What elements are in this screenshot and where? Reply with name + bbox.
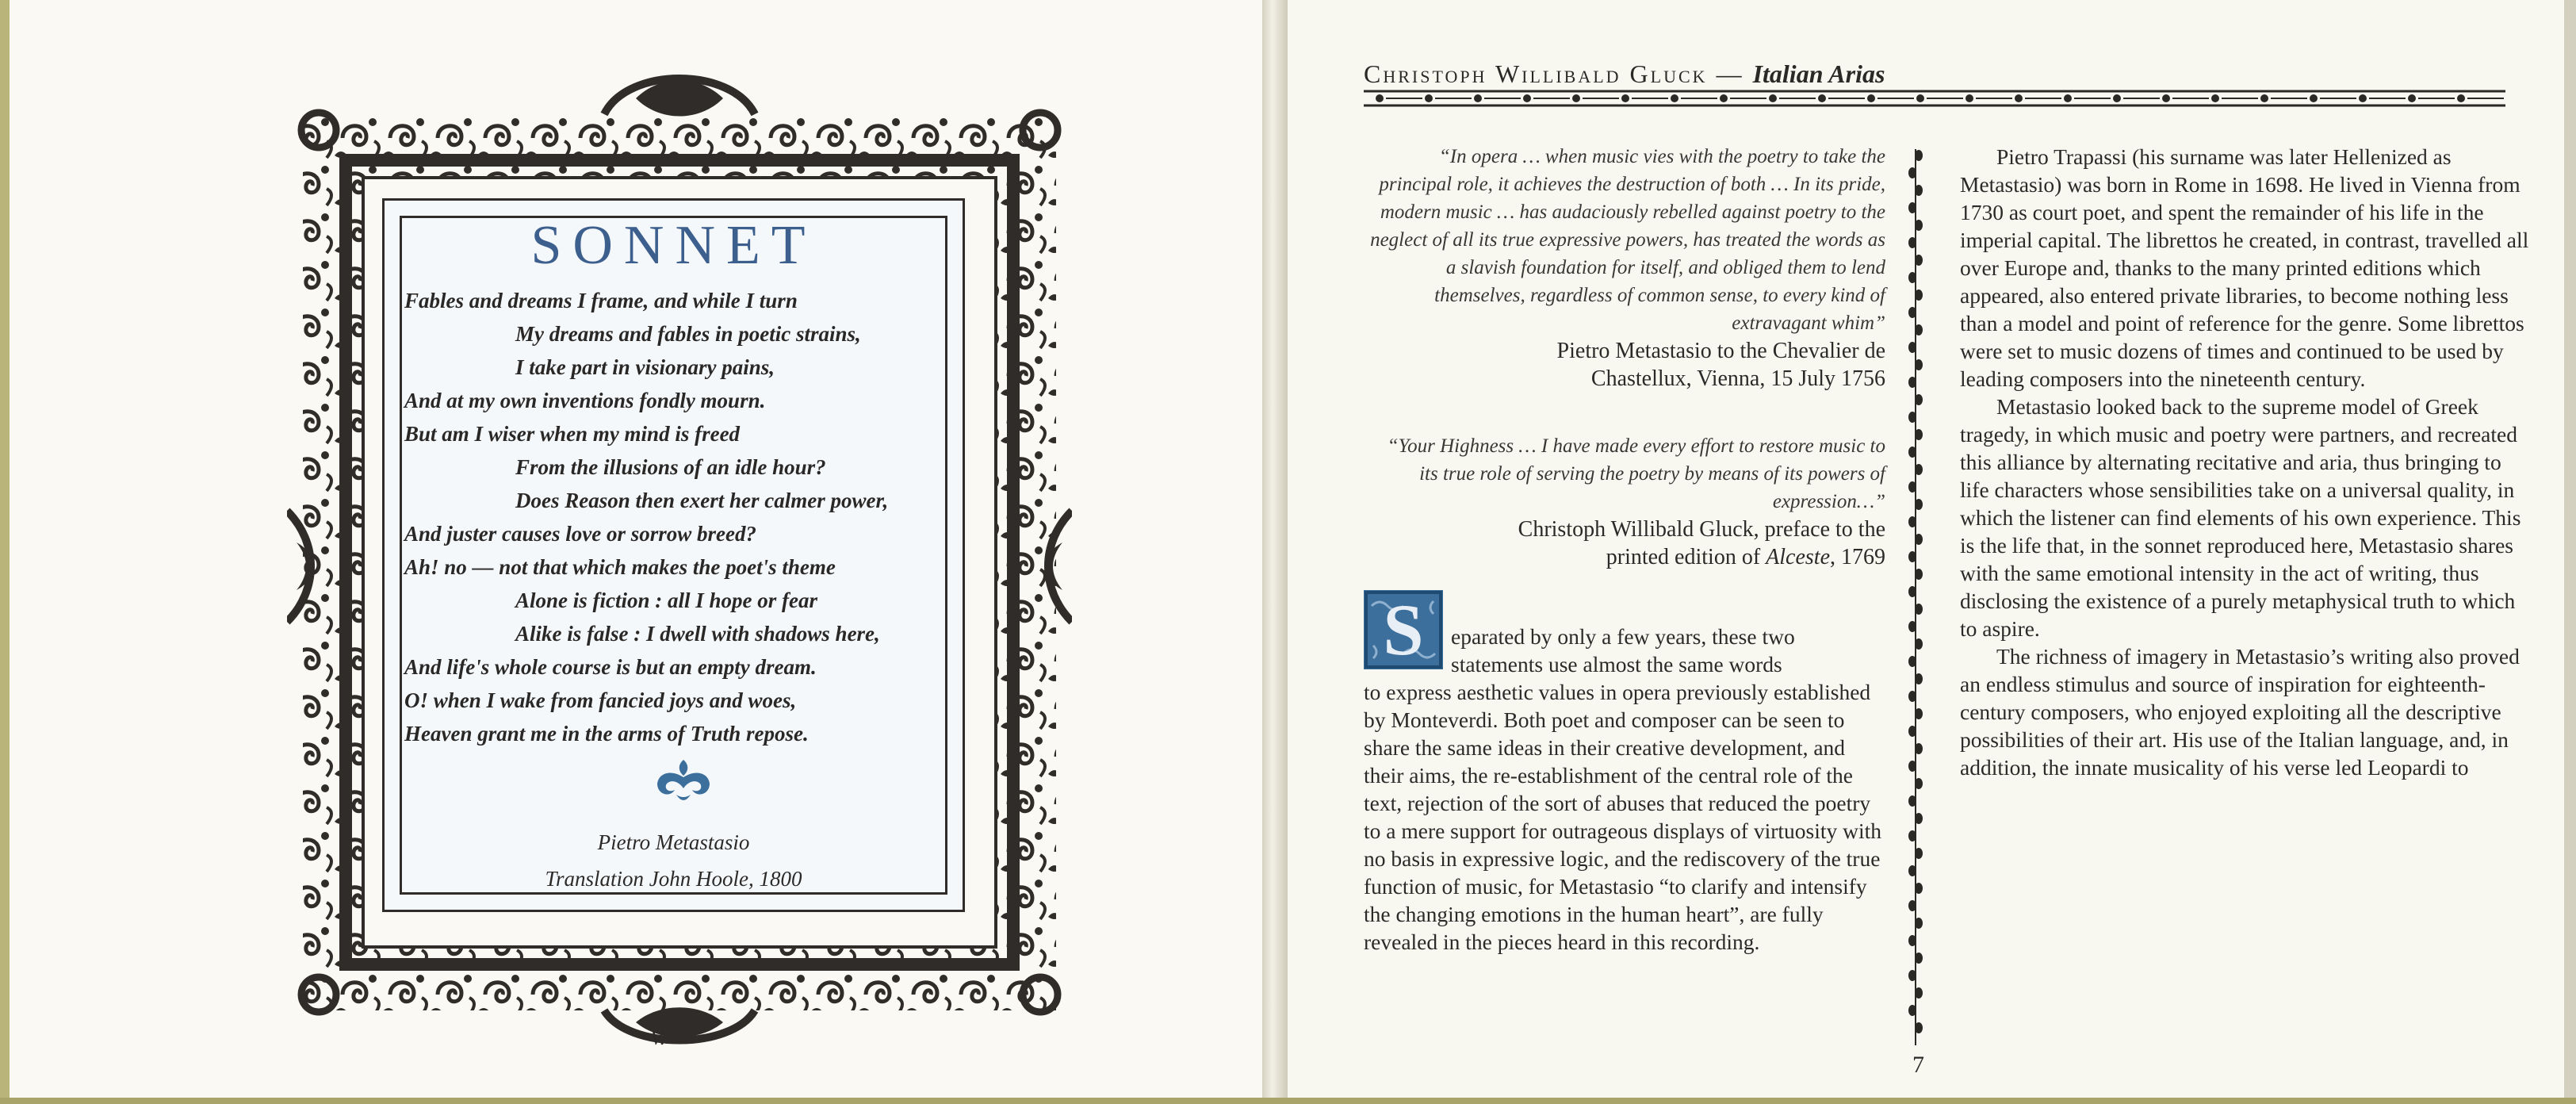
- body-left-paragraph: to express aesthetic values in opera previously established by Monteverdi. Both poet and composer can be seen to share the same ideas in their creative development, and their aims, the re-establishment of the central role of the text, rejection of the sort of abuses that reduced the poetry to a mere support for outrageous displays of virtuosity with no basis in expressive logic, and the rediscovery of the true function of music, for Metastasio “to clarify and intensify the changing emotions in the human heart”, are fully revealed in the pieces heard in this recording.: [1364, 680, 1882, 954]
- sonnet-line: Alike is false : I dwell with shadows here,: [515, 622, 880, 646]
- quote-metastasio: “In opera … when music vies with the poetry to take the principal role, it achieves the destruction of both … In its pride, modern music … has audaciously rebelled against poetry to the neglect of all its true expressive powers, has treated the words as a slavish foundation for itself, and obliged them to lend themselves, regardless of common sense, to every kind of extravagant whim”: [1370, 146, 1885, 334]
- paragraph-greek-tragedy: Metastasio looked back to the supreme model of Greek tragedy, in which music and poetry were partners, and recreated this alliance by alternating recitative and aria, thus bringing to life characters whose sensibilities take on a universal quality, in which the listener can find elements of his own experience. This is the life that, in the sonnet reproduced here, Metastasio shares with the same emotional intensity in the act of writing, thus disclosing the existence of a purely metaphysical truth to which to aspire.: [1960, 394, 2521, 641]
- lead-line-1: eparated by only a few years, these two: [1451, 624, 1795, 649]
- page-signature-mark: V.: [650, 1026, 666, 1049]
- sonnet-lines: [404, 284, 959, 750]
- sonnet-line: Does Reason then exert her calmer power,: [515, 489, 889, 512]
- running-head-separator: —: [1707, 59, 1753, 88]
- quote-gluck: “Your Highness … I have made every effort to restore music to its true role of serving the poetry by means of its powers of expression…”: [1387, 435, 1885, 512]
- sonnet-translation-credit: Translation John Hoole, 1800: [545, 867, 802, 891]
- drop-cap: [1364, 590, 1443, 669]
- drop-cap-letter: S: [1383, 589, 1424, 670]
- paragraph-imagery: The richness of imagery in Metastasio’s writing also proved an endless stimulus and source of inspiration for eighteenth-century composers, who enjoyed exploiting all the descriptive possibilities of their art. His use of the Italian language, and, in addition, the innate musicality of his verse led Leopardi to: [1960, 644, 2520, 780]
- page-number: 7: [1912, 1052, 1924, 1078]
- body-right-column: [1960, 143, 2531, 781]
- sonnet-line: Alone is fiction : all I hope or fear: [515, 588, 818, 612]
- sonnet-line: From the illusions of an idle hour?: [515, 455, 826, 479]
- sonnet-line: Fables and dreams I frame, and while I turn: [404, 289, 798, 312]
- sonnet-line: O! when I wake from fancied joys and woes,: [404, 688, 797, 712]
- sonnet-line: My dreams and fables in poetic strains,: [515, 322, 861, 346]
- sonnet-line: And juster causes love or sorrow breed?: [404, 522, 757, 546]
- attribution-work-title: Alceste: [1766, 545, 1830, 569]
- sonnet-line: Ah! no — not that which makes the poet's theme: [404, 555, 836, 579]
- lead-line-2: statements use almost the same words: [1451, 652, 1782, 677]
- fleuron-ornament-icon: [648, 753, 719, 809]
- right-page: [1288, 0, 2564, 1104]
- quotes-column: [1364, 143, 1885, 571]
- header-rule-ornament: [1364, 89, 2505, 108]
- book-cover-edge-right: [2564, 0, 2576, 1104]
- paragraph-trapassi: Pietro Trapassi (his surname was later Hellenized as Metastasio) was born in Rome in 1698. He lived in Vienna from 1730 as court poet, and spent the remainder of his life in the imperial capital. The librettos he created, in contrast, travelled all over Europe and, thanks to the many printed editions which appeared, also entered private libraries, to become nothing less than a model and point of reference for the genre. Some librettos were set to music dozens of times and continued to be used by leading composers into the nineteenth century.: [1960, 144, 2529, 391]
- book-gutter: [1262, 0, 1288, 1104]
- attribution-year: , 1769: [1830, 545, 1885, 569]
- quote-attribution-line-1: Pietro Metastasio to the Chevalier de: [1556, 339, 1885, 363]
- sonnet-line: Heaven grant me in the arms of Truth repose.: [404, 722, 809, 746]
- vertical-vine-divider: [1907, 149, 1924, 1045]
- sonnet-line: But am I wiser when my mind is freed: [404, 422, 741, 446]
- body-lead-lines: [1451, 623, 1885, 678]
- book-cover-edge-bottom: [0, 1098, 2576, 1104]
- sonnet-panel: [382, 198, 965, 912]
- left-page: [10, 0, 1262, 1104]
- book-cover-edge-left: [0, 0, 10, 1104]
- sonnet-line: I take part in visionary pains,: [515, 355, 775, 379]
- running-head-work: Italian Arias: [1752, 59, 1885, 88]
- quote-gluck-attribution-line-1: Christoph Willibald Gluck, preface to the: [1518, 517, 1885, 542]
- running-head: [1364, 59, 1885, 89]
- sonnet-line: And life's whole course is but an empty dream.: [404, 655, 817, 679]
- sonnet-author: Pietro Metastasio: [597, 830, 750, 854]
- sonnet-title: SONNET: [530, 215, 817, 276]
- running-head-composer: Christoph Willibald Gluck: [1364, 59, 1708, 88]
- quote-attribution-line-2: Chastellux, Vienna, 15 July 1756: [1590, 366, 1885, 391]
- attribution-prefix: printed edition of: [1606, 545, 1761, 569]
- sonnet-line: And at my own inventions fondly mourn.: [404, 389, 766, 412]
- quote-gluck-attribution-line-2: [1364, 543, 1885, 571]
